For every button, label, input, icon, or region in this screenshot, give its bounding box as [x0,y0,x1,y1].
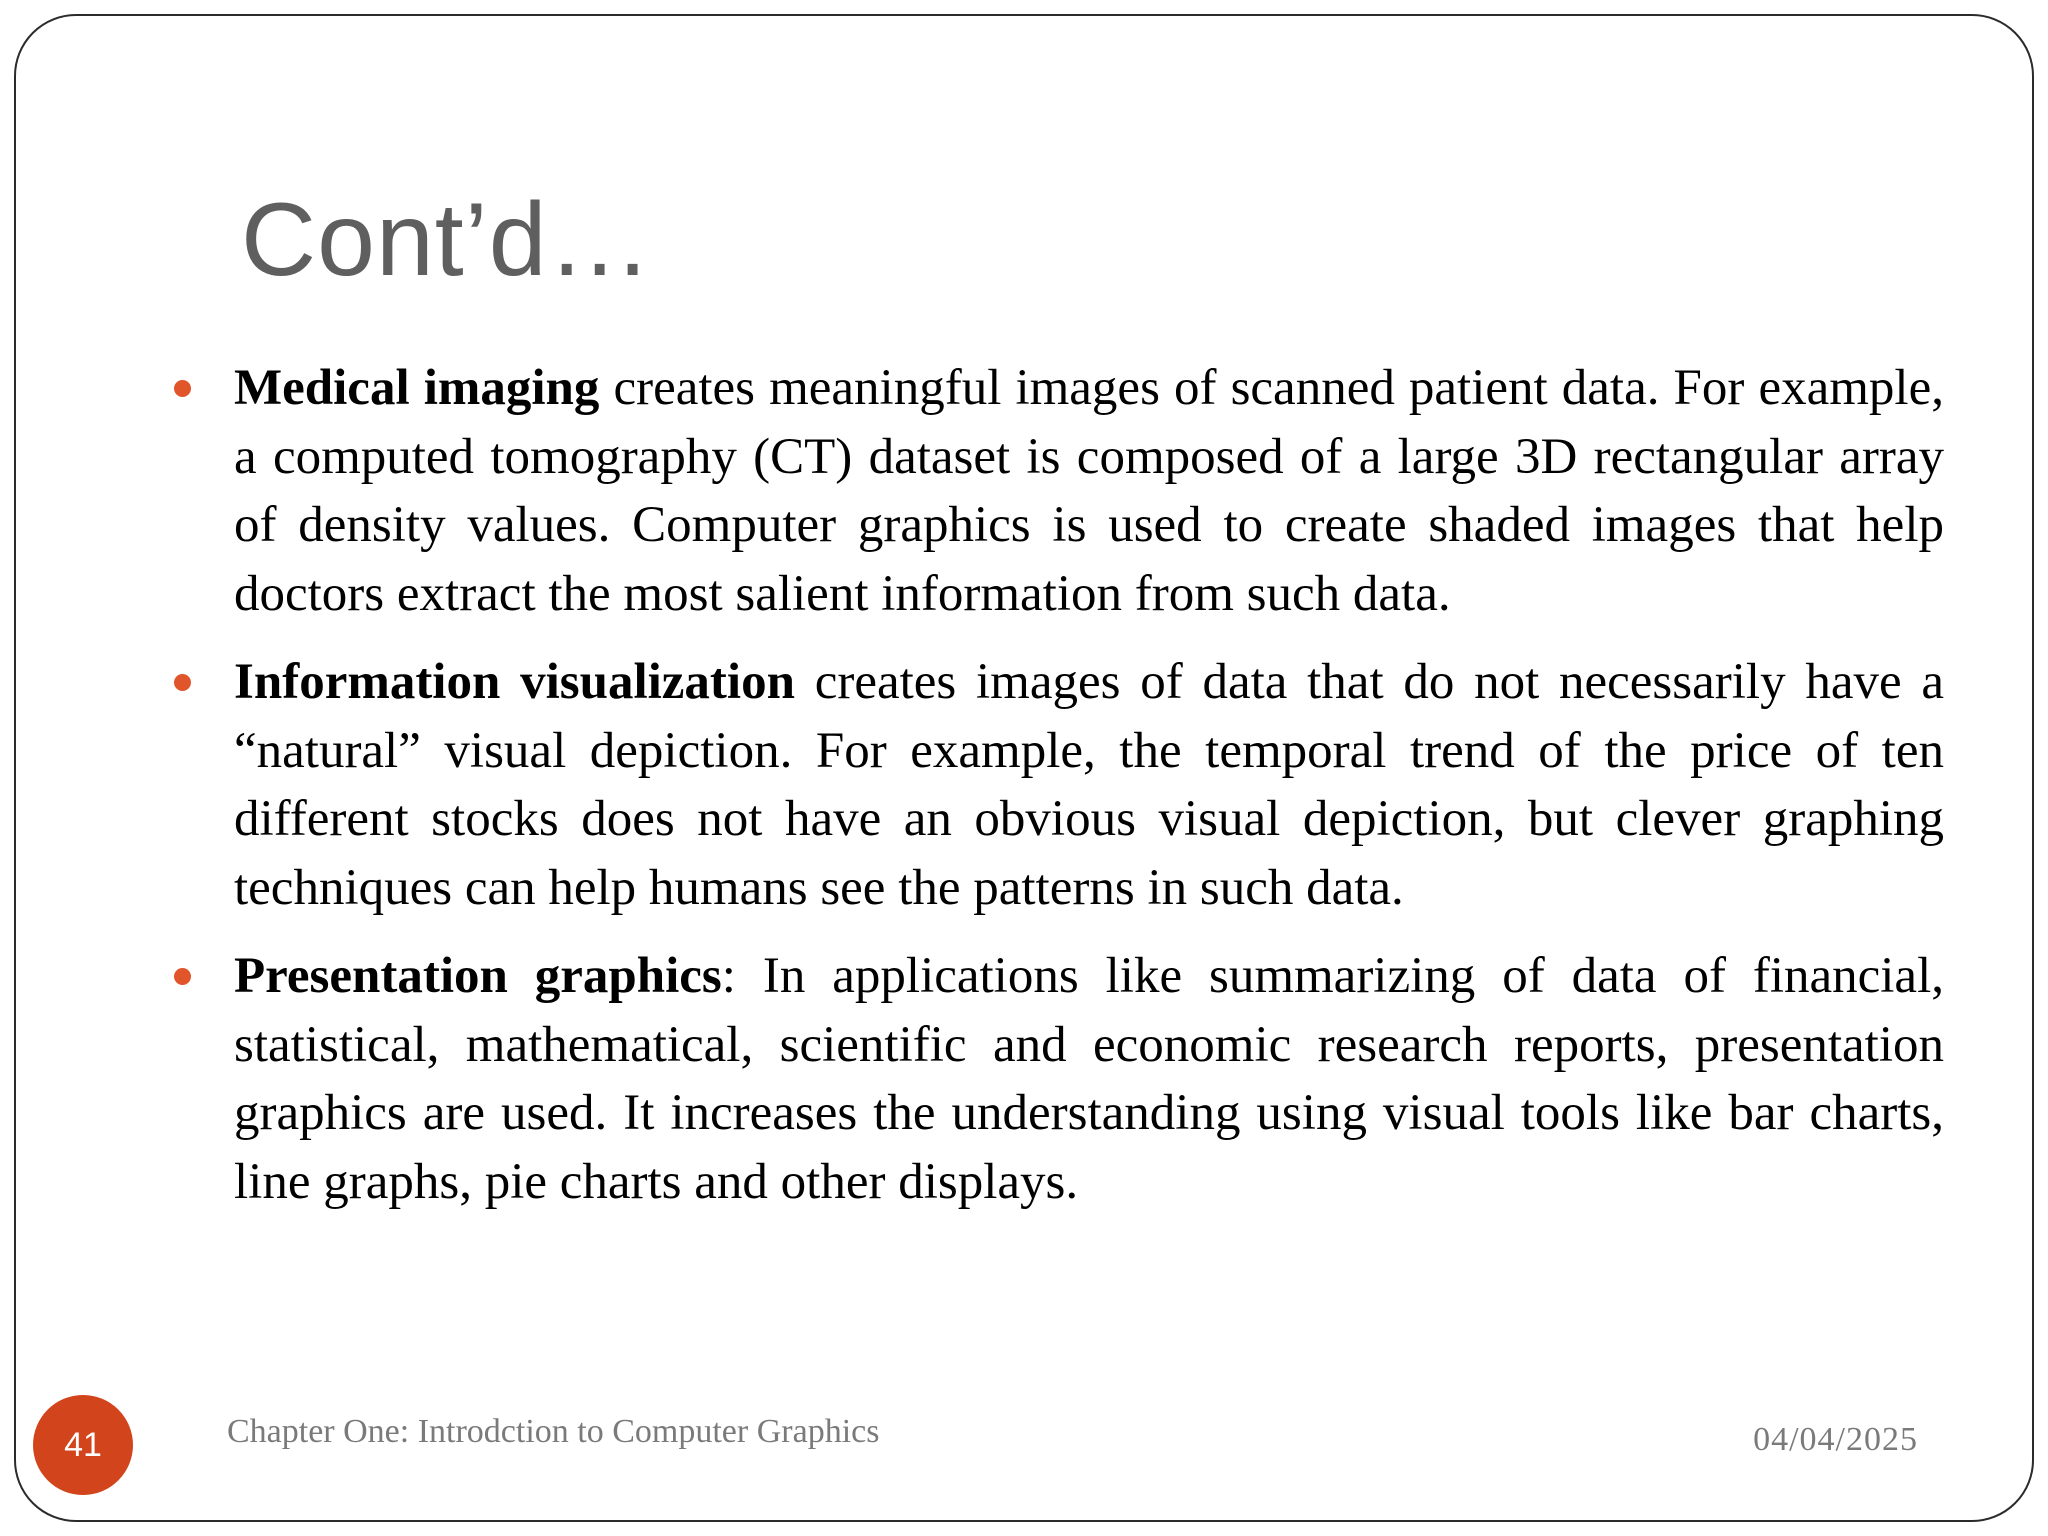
bullet-text: creates images of data that do not necessarily have a “natural” visual depiction. For example, the temporal trend of the price of ten different stocks does not have an obvious visual depiction, but clever graphing techniques can help humans see the patterns in such data. [234,654,1944,916]
bullet-dot-icon [174,674,191,691]
footer-chapter: Chapter One: Introdction to Computer Graphics [227,1413,880,1450]
bullet-text: creates meaningful images of scanned patient data. For example, a computed tomography (CT) dataset is composed of a large 3D rectangular array of density values. Computer graphics is used to create shaded images that help doctors extract the most salient information from such data. [234,360,1944,622]
bullet-item-information-visualization [234,648,1944,922]
bullet-list [234,354,1944,1236]
bullet-term: Information visualization [234,654,795,710]
bullet-text: : In applications like summarizing of data of financial, statistical, mathematical, scientific and economic research reports, presentation graphics are used. It increases the understanding using visual tools like bar charts, line graphs, pie charts and other displays. [234,948,1944,1210]
bullet-dot-icon [174,968,191,985]
bullet-item-presentation-graphics [234,942,1944,1216]
bullet-dot-icon [174,380,191,397]
bullet-term: Medical imaging [234,360,600,416]
page-number-badge: 41 [33,1395,133,1495]
bullet-term: Presentation graphics [234,948,722,1004]
bullet-item-medical-imaging [234,354,1944,628]
slide-frame [14,14,2034,1522]
footer-date: 04/04/2025 [1753,1421,1918,1458]
slide-title: Cont’d… [241,182,653,298]
